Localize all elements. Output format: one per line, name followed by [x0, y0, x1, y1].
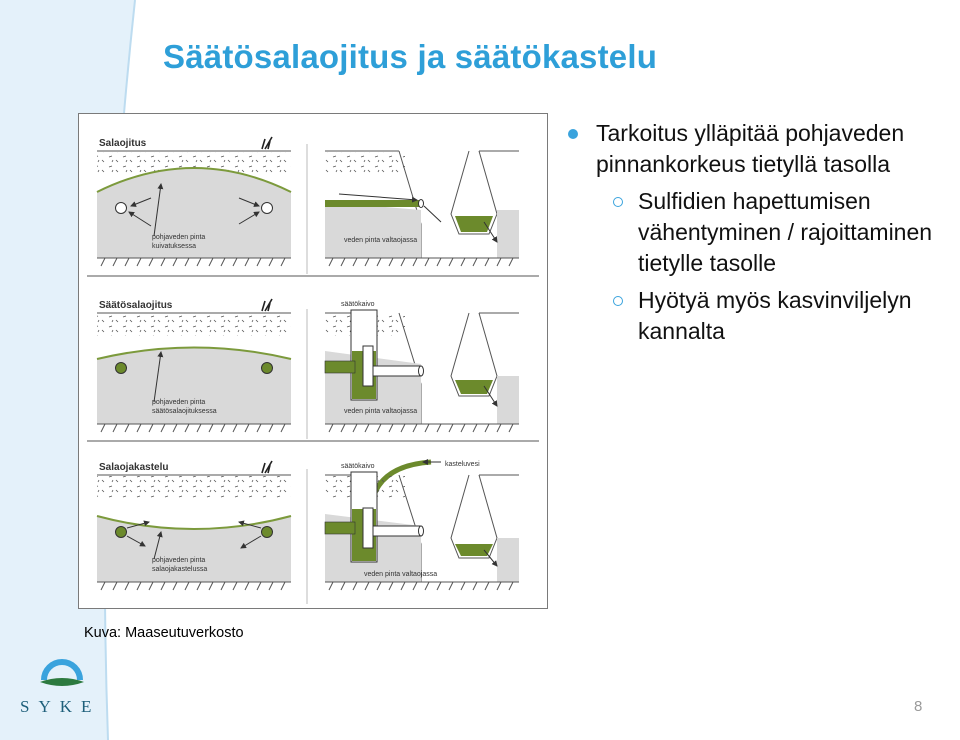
- svg-text:veden pinta valtaojassa: veden pinta valtaojassa: [364, 571, 438, 578]
- syke-logo: [14, 648, 114, 718]
- svg-text:kuivatuksessa: kuivatuksessa: [152, 243, 196, 250]
- page-number: 8: [914, 698, 923, 715]
- plant-icon: [262, 137, 272, 149]
- plant-icon: [262, 299, 272, 311]
- panel-title: Salaojitus: [99, 138, 147, 149]
- bullet-ring-icon: [613, 296, 623, 306]
- bullet-list: [568, 118, 960, 347]
- sub-bullet-item: Hyötyä myös kasvinviljelyn kannalta: [568, 285, 960, 347]
- svg-text:säätökaivo: säätökaivo: [341, 301, 375, 308]
- bullet-dot-icon: [568, 129, 578, 139]
- panel-salaojitus: [97, 137, 519, 266]
- svg-text:pohjaveden pinta: pohjaveden pinta: [152, 557, 206, 564]
- svg-text:säätökaivo: säätökaivo: [341, 463, 375, 470]
- svg-text:kasteluvesi: kasteluvesi: [445, 461, 480, 468]
- drainage-diagram: [79, 114, 547, 608]
- svg-text:salaojakastelussa: salaojakastelussa: [152, 566, 208, 573]
- slide-title: Säätösalaojitus ja säätökastelu: [163, 38, 658, 75]
- plant-icon: [262, 461, 272, 473]
- svg-text:SYKE: SYKE: [20, 697, 101, 716]
- drainage-figure: [78, 113, 548, 609]
- svg-text:veden pinta valtaojassa: veden pinta valtaojassa: [344, 408, 418, 415]
- figure-caption: Kuva: Maaseutuverkosto: [84, 625, 244, 641]
- bullet-item: Tarkoitus ylläpitää pohjaveden pinnankorkeus tietyllä tasolla: [568, 118, 960, 180]
- svg-text:pohjaveden pinta: pohjaveden pinta: [152, 234, 206, 241]
- panel-saatosalaojitus: [97, 299, 519, 432]
- sub-bullet-item: Sulfidien hapettumisen vähentyminen / rajoittaminen tietylle tasolle: [568, 186, 960, 279]
- panel-title: Salaojakastelu: [99, 462, 169, 473]
- svg-text:pohjaveden pinta: pohjaveden pinta: [152, 399, 206, 406]
- svg-text:veden pinta valtaojassa: veden pinta valtaojassa: [344, 237, 418, 244]
- svg-text:säätösalaojituksessa: säätösalaojituksessa: [152, 408, 217, 415]
- panel-title: Säätösalaojitus: [99, 300, 173, 311]
- panel-salaojakastelu: [97, 461, 519, 590]
- bullet-ring-icon: [613, 197, 623, 207]
